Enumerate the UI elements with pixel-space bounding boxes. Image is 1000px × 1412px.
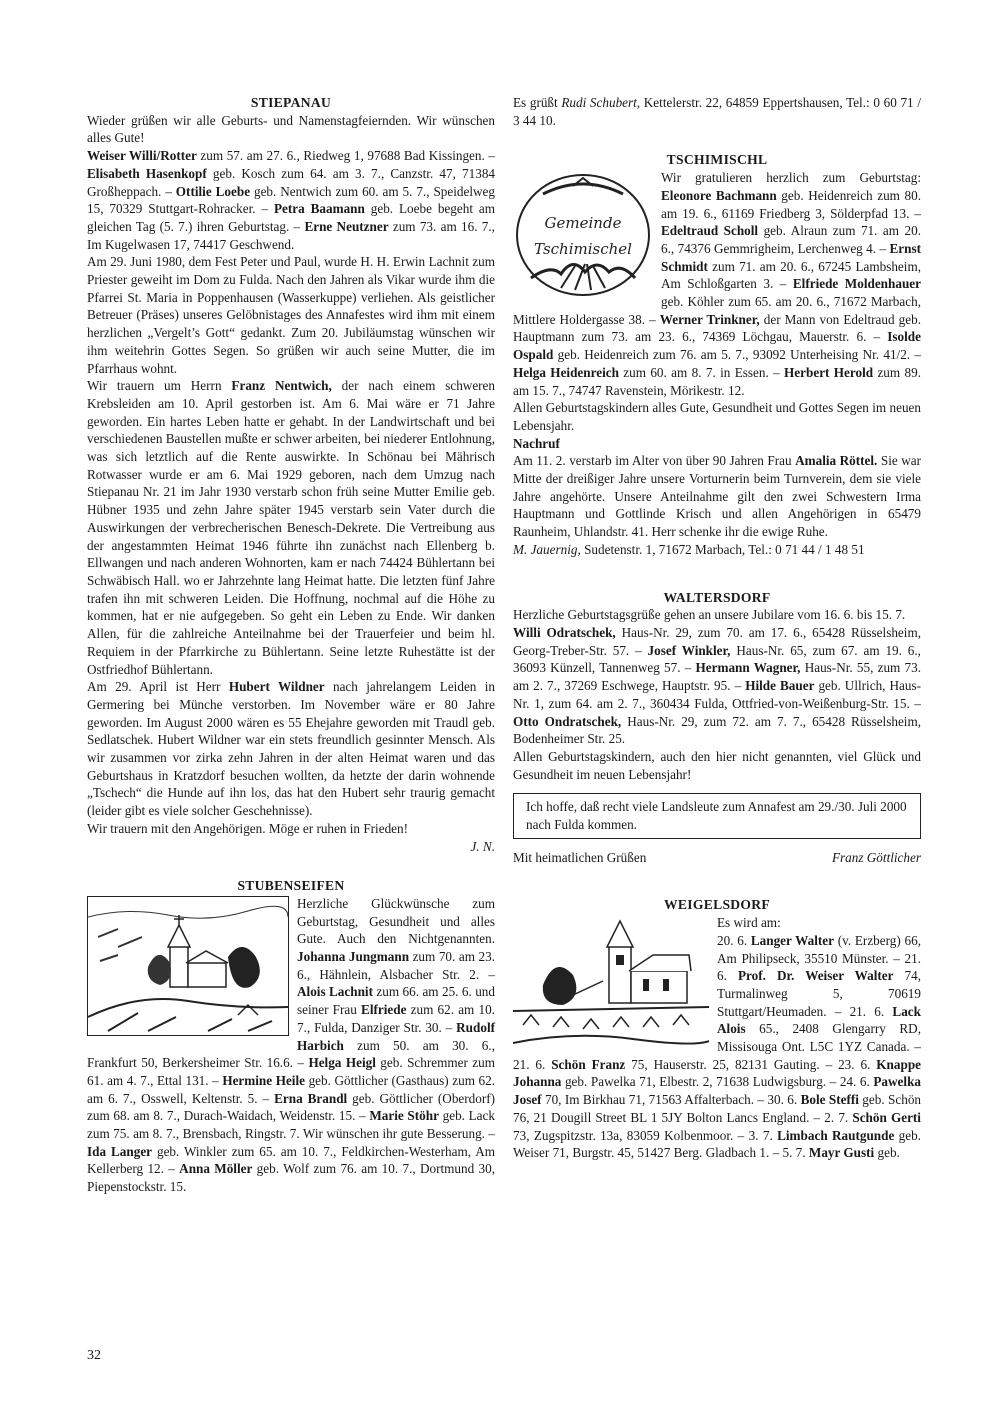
nachruf-signature (513, 541, 921, 559)
stiepanau-intro: Wieder grüßen wir alle Geburts- und Namenstagfeiernden. Wir wünschen alles Gute! (87, 112, 495, 146)
stiepanau-signature: J. N. (470, 838, 495, 854)
stiepanau-birthdays (87, 147, 495, 253)
weigelsdorf-heading: WEIGELSDORF (663, 897, 771, 913)
person-name: Willi Odratschek, (513, 624, 616, 640)
entry-text: Haus-Nr. 55, zum 73. am 2. 7., 37269 Eschwege, Hauptstr. 95. – (513, 660, 921, 694)
closing-phrase: Mit heimatlichen Grüßen (513, 849, 647, 865)
closing-author: Franz Göttlicher (831, 849, 921, 865)
entry-text: 20. 6. (717, 932, 751, 948)
entry-text: geb. Göttlicher (Gasthaus) zum 62. am 6. 7., Osswell, Keltenstr. 5. – (87, 1072, 496, 1106)
person-name: Edeltraud Scholl (661, 223, 759, 239)
person-name: Helga Heidenreich (513, 364, 619, 380)
entry-text: zum 62. am 10. 7., Fulda, Danziger Str. 30. – (297, 1002, 495, 1035)
person-name: Josef Winkler, (647, 642, 731, 658)
person-name: Otto Ondratschek, (513, 713, 622, 729)
entry-text: Haus-Nr. 65, zum 67. am 19. 6., 36093 Künzell, Tannenweg 57. – (513, 642, 921, 676)
person-name: Amalia Röttel. (795, 453, 878, 469)
sender-name: Rudi Schubert, (561, 95, 641, 110)
entry-text: 73, Zugspitzstr. 13a, 83059 Kolbenmoor. – 3. 7. (513, 1127, 778, 1143)
waltersdorf-wishes: Allen Geburtstagskindern, auch den hier nicht genannten, viel Glück und Gesundheit im neuen Lebensjahr! (513, 748, 921, 782)
seal-text-tschimischel: Tschimischel (534, 240, 632, 259)
annafest-notice-box (513, 793, 921, 838)
stiepanau-heading: STIEPANAU (250, 95, 332, 110)
entry-text: zum 50. am 30. 6., Frankfurt 50, Berkersheimer Str. 16.6. – (87, 1037, 495, 1071)
greeting-line (513, 94, 921, 129)
entry-text: 74, Turmalinweg 5, 70619 Stuttgart/Heumaden. – 21. 6. (717, 968, 921, 1019)
person-name: Hubert Wildner (228, 679, 325, 695)
entry-text: Wir gratulieren herzlich zum Geburtstag: (661, 170, 921, 186)
person-name: Schön Franz (551, 1056, 626, 1072)
entry-text: Haus-Nr. 29, zum 72. am 7. 7., 65428 Rüsselsheim, Bodenheimer Str. 25. (513, 713, 922, 747)
entry-text: zum 70. am 23. 6., Hähnlein, Alsbacher Str. 2. – (297, 949, 495, 982)
nachruf-text (513, 452, 921, 541)
entry-text: geb. Winkler zum 65. am 10. 7., Feldkirchen-Westerham, Am Kellerberg 12. – (87, 1143, 495, 1177)
person-name: Eleonore Bachmann (661, 187, 777, 203)
author-name: M. Jauernig, (513, 541, 581, 557)
entry-text: geb. Wolf zum 76. am 10. 7., Dortmund 30, Piepenstockstr. 15. (87, 1161, 495, 1195)
person-name: Elisabeth Hasenkopf (87, 165, 207, 181)
village-church-sketch-image (513, 915, 709, 1053)
entry-text: geb. Köhler zum 65. am 20. 6., 71672 Marbach, Mittlere Holdergasse 38. – (513, 294, 921, 327)
person-name: Elfriede (361, 1002, 407, 1018)
person-name: Erne Neutzner (304, 218, 389, 234)
right-column (513, 94, 921, 1162)
person-name: Ida Langer (87, 1143, 153, 1159)
village-church-icon (513, 915, 709, 1053)
person-name: Hilde Bauer (745, 678, 815, 694)
stubenseifen-heading: STUBENSEIFEN (237, 878, 345, 894)
entry-text: geb. Schön 76, 21 Dougill Street BL 1 5JY Bolton Lancs England. – 2. 7. (513, 1092, 922, 1125)
person-name: Langer Walter (750, 932, 834, 948)
entry-text: Kettelerstr. 22, 64859 Eppertshausen, Tel.: 0 60 71 / 3 44 10. (513, 95, 921, 128)
person-name: Isolde Ospald (513, 329, 921, 363)
person-name: Helga Heigl (308, 1055, 376, 1071)
entry-text: geb. Pawelka 71, Elbestr. 2, 71638 Ludwigsburg. – 24. 6. (561, 1074, 874, 1090)
entry-text: zum 89. am 15. 7., 74747 Ravenstein, Mörikestr. 12. (513, 364, 921, 398)
entry-text: Es wird am: (717, 915, 781, 931)
entry-text: geb. (874, 1145, 900, 1161)
entry-text: nach jahrelangem Leiden in Germering bei Münche verstorben. Im November wäre er 80 Jahre geworden. Im August 2000 wären es 55 Ehejahre geworden mit Traudl geb. Sedlatschek. Hubert Wildner war ein stets freundlich gesinnter Mensch. Als wir zusammen vor zirka zehn Jahren in der alten Heimat waren und das Geburtshaus in Kratzdorf besuchen wollten, da hetzte der darin wohnende „Tschech“ die Hunde auf ihn los, das hat den Hubert sehr traurig gemacht (leider gibt es viele solcher Geschehnisse). (87, 679, 496, 819)
entry-text: Am 11. 2. verstarb im Alter von über 90 Jahren Frau (513, 453, 796, 469)
person-name: Franz Nentwich, (231, 378, 332, 394)
entry-text: Sudetenstr. 1, 71672 Marbach, Tel.: 0 71 44 / 1 48 51 (580, 541, 865, 557)
waltersdorf-heading: WALTERSDORF (663, 589, 771, 605)
person-name: Limbach Rautgunde (777, 1127, 895, 1143)
entry-text: Herzliche Glückwünsche zum Geburtstag, Gesundheit und alles Gute. Auch den Nichtgenannten. (297, 895, 495, 947)
entry-text: Sie war Mitte der dreißiger Jahre unsere Vorturnerin beim Turnverein, dem sie viele Jahre angehörte. Unsere Anteilnahme gilt den zwei Schwestern Irma Hauptmann und Gottlinde Krisch und allen Angehörigen in 65479 Raunheim, Uhlandstr. 41. Herr schenke ihr die ewige Ruhe. (513, 453, 922, 540)
stiepanau-priest-paragraph: Am 29. Juni 1980, dem Fest Peter und Paul, wurde H. H. Erwin Lachnit zum Priester geweiht im Dom zu Fulda. Nach den Jahren als Vikar wurde ihm die Pfarrei St. Maria in Poppenhausen (Wasserkuppe) verliehen. Als geistlicher Betreuer (Präses) unseres Gelöbnistages des Annafestes wird ihm mit einem herzlichen „Vergelt’s Gott“ gedankt. Zum 20. Jubiläumstag wünschen wir ihm weitehrin Gottes Segen. So grüßen wir auch seine Mutter, die im Pfarrhaus wohnt. (87, 254, 495, 376)
entry-text: zum 71. am 20. 6., 67245 Lambsheim, Am Schloßgarten 3. – (661, 258, 921, 292)
gemeinde-seal-image (513, 170, 653, 300)
church-sketch-image (87, 896, 289, 1036)
left-column (87, 94, 495, 1196)
annafest-notice-text: Ich hoffe, daß recht viele Landsleute zum Annafest am 29./30. Juli 2000 nach Fulda kommen. (526, 799, 907, 833)
person-name: Prof. Dr. Weiser Walter (737, 968, 894, 984)
person-name: Anna Möller (179, 1161, 253, 1177)
seal-icon (513, 170, 653, 300)
entry-text: Haus-Nr. 29, zum 70. am 17. 6., 65428 Rüsselsheim, Georg-Treber-Str. 57. – (513, 624, 921, 658)
person-name: Weiser Willi/Rotter (87, 148, 197, 164)
person-name: Johanna Jungmann (297, 949, 410, 965)
person-name: Bole Steffi (800, 1092, 859, 1108)
entry-text: zum 73. am 16. 7., Im Kugelwasen 17, 74417 Geschwend. (87, 218, 495, 252)
entry-text: geb. Ullrich, Haus-Nr. 1, zum 64. am 2. 7., 360434 Fulda, Ottfried-von-Weißenburg-Str. 15. – (513, 678, 921, 711)
entry-text: geb. Göttlicher (Oberdorf) zum 68. am 8. 7., Durach-Waidach, Weidenstr. 15. – (87, 1090, 496, 1124)
waltersdorf-birthdays (513, 624, 921, 748)
page-number: 32 (87, 1348, 101, 1363)
entry-text: zum 60. am 8. 7. in Essen. – (618, 364, 785, 380)
person-name: Werner Trinkner, (659, 311, 760, 327)
entry-text: geb. Schremmer zum 61. am 4. 7., Ettal 131. – (87, 1055, 495, 1088)
entry-text: geb. Lack zum 75. am 8. 7., Brensbach, Ringstr. 7. Wir wünschen ihr gute Besserung. – (87, 1108, 495, 1142)
entry-text: der Mann von Edeltraud geb. Hauptmann zum 73. am 23. 6., 74369 Löchgau, Mauerstr. 6. – (513, 311, 921, 345)
closing-greeting (513, 849, 921, 867)
entry-text: geb. Kosch zum 64. am 3. 7., Canzstr. 47, 71384 Großheppach. – (87, 165, 496, 199)
entry-text: 75, Hauserstr. 25, 82131 Gauting. – 23. 6. (625, 1056, 877, 1072)
person-name: Mayr Gusti (808, 1145, 875, 1161)
entry-text: der nach einem schweren Krebsleiden am 10. April gestorben ist. Am 6. Mai wäre er 71 Jahre geworden. Ein hartes Leben hatte er gehabt. In der Landwirtschaft und bei verschiedenen Baustellen mußte er schwer arbeiten, bei niederer Entlohnung, was sich letztlich auf die Rente auswirkte. In Schönau bei Mährisch Rotwasser wurde er am 6. Mai 1929 geboren, nach dem Umzug nach Stiepanau Nr. 21 im Jahr 1930 verstarb schon früh seine Mutter Emilie geb. Hübner 1935 und zehn Jahre später 1945 verstarb sein Vater durch die Auswirkungen der verbrecherischen Benesch-Dekrete. Die Vertreibung aus der angestammten Heimat 1946 führte ihn zunächst nach Ellenberg b. Ellwangen und nach anderen Wohnorten, kam er nach 74424 Bühlertann bei Schwäbisch Hall. wo er Jahrzehnte lang Heimat hatte. Die letzten fünf Jahre trafen ihn mit schweren Leiden. Die Hoffnung, nochmal auf die Höhe zu kommen, hat er nie aufgegeben. So geht ein Leben zu Ende. Wir danken Allen, für die zahlreiche Anteilnahme bei der Trauerfeier und beim hl. Requiem in der Pfarrkirche zu Bühlertann. Seine letzte Ruhestätte ist der Ostfriedhof Bühlertann. (87, 378, 496, 677)
person-name: Ernst Schmidt (661, 240, 921, 274)
stiepanau-obituary-wildner (87, 678, 495, 820)
stiepanau-obituary-nentwich (87, 377, 495, 678)
entry-text: 65., 2408 Glengarry RD, Missisouga Ont. L5C 1YZ Canada. – 21. 6. (513, 1021, 921, 1072)
person-name: Schön Gerti (852, 1109, 921, 1125)
person-name: Hermine Heile (222, 1072, 305, 1088)
waltersdorf-intro: Herzliche Geburtstagsgrüße gehen an unsere Jubilare vom 16. 6. bis 15. 7. (513, 607, 906, 623)
church-sketch-icon (88, 897, 288, 1035)
person-name: Petra Baamann (273, 201, 365, 217)
person-name: Alois Lachnit (297, 984, 373, 1000)
nachruf-heading (513, 435, 921, 453)
entry-text: geb. Heidenreich zum 76. am 5. 7., 93092 Unterheising Nr. 41/2. – (553, 347, 921, 363)
entry-text: Am 29. April ist Herr (87, 679, 229, 695)
seal-text-gemeinde: Gemeinde (544, 214, 622, 233)
entry-text: zum 66. am 25. 6. und seiner Frau (297, 984, 495, 1018)
entry-text: geb. Weiser 71, Burgstr. 45, 51427 Berg. Gladbach 1. – 5. 7. (513, 1127, 921, 1161)
entry-text: 70, Im Birkhau 71, 71563 Affalterbach. – 30. 6. (541, 1092, 801, 1108)
entry-text: geb. Loebe begeht am gleichen Tag (5. 7.) ihren Geburtstag. – (87, 201, 495, 234)
person-name: Lack Alois (717, 1003, 921, 1037)
person-name: Knappe Johanna (513, 1056, 922, 1090)
tschimischl-heading: TSCHIMISCHL (666, 152, 768, 168)
entry-text: geb. Alraun zum 71. am 20. 6., 74376 Gemmrigheim, Lerchenweg 4. – (661, 223, 921, 256)
entry-text: zum 57. am 27. 6., Riedweg 1, 97688 Bad Kissingen. – (196, 148, 495, 164)
entry-text: geb. Heidenreich zum 80. am 19. 6., 61169 Friedberg 3, Sölderpfad 13. – (661, 187, 921, 221)
nachruf-title: Nachruf (513, 435, 560, 451)
entry-text: geb. Nentwich zum 60. am 5. 7., Speidelweg 15, 70329 Stuttgart-Rohracker. – (87, 183, 495, 217)
person-name: Erna Brandl (274, 1090, 348, 1106)
person-name: Ottilie Loebe (175, 183, 251, 199)
person-name: Herbert Herold (784, 364, 874, 380)
entry-text: Es grüßt (513, 95, 562, 110)
person-name: Marie Stöhr (369, 1108, 439, 1124)
person-name: Hermann Wagner, (695, 660, 801, 676)
entry-text: Wir trauern um Herrn (87, 378, 232, 394)
entry-text: (v. Erzberg) 66, Am Philipseck, 35510 Münster. – 21. 6. (717, 932, 921, 984)
person-name: Rudolf Harbich (297, 1019, 495, 1053)
person-name: Pawelka Josef (513, 1074, 921, 1108)
tschimischl-wishes: Allen Geburtstagskindern alles Gute, Gesundheit und Gottes Segen im neuen Lebensjahr. (513, 400, 921, 433)
person-name: Elfriede Moldenhauer (792, 276, 921, 292)
stiepanau-condolence: Wir trauern mit den Angehörigen. Möge er ruhen in Frieden! (87, 820, 408, 836)
